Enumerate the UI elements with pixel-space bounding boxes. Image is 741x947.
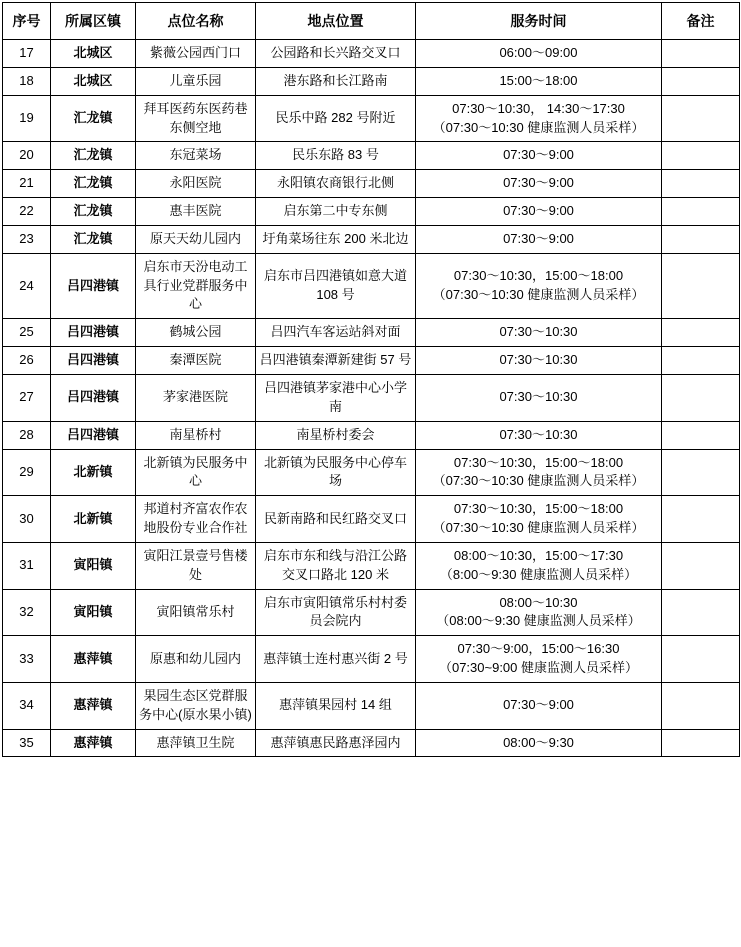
cell-town: 吕四港镇 <box>51 253 136 319</box>
cell-service-hours <box>416 682 662 729</box>
cell-remarks <box>662 729 740 757</box>
cell-remarks <box>662 142 740 170</box>
cell-index: 31 <box>3 542 51 589</box>
service-hours-line: 07:30～9:00 <box>503 697 574 713</box>
cell-location: 民新南路和民红路交叉口 <box>256 496 416 543</box>
table-row <box>3 225 740 253</box>
cell-index: 33 <box>3 636 51 683</box>
column-header-index: 序号 <box>3 3 51 40</box>
cell-service-hours <box>416 636 662 683</box>
table-row <box>3 729 740 757</box>
service-hours-line: 07:30～9:00，15:00～16:30 <box>457 641 620 657</box>
cell-remarks <box>662 95 740 142</box>
cell-town: 汇龙镇 <box>51 142 136 170</box>
cell-remarks <box>662 170 740 198</box>
cell-remarks <box>662 589 740 636</box>
cell-service-hours <box>416 729 662 757</box>
table-body <box>3 40 740 757</box>
cell-service-hours <box>416 347 662 375</box>
cell-location: 圩角菜场往东 200 米北边 <box>256 225 416 253</box>
service-hours-line: 15:00～18:00 <box>499 72 578 88</box>
cell-service-hours <box>416 449 662 496</box>
service-hours-line: （8:00～9:30 健康监测人员采样） <box>439 566 638 582</box>
cell-remarks <box>662 636 740 683</box>
cell-site-name: 惠萍镇卫生院 <box>136 729 256 757</box>
cell-index: 29 <box>3 449 51 496</box>
cell-service-hours <box>416 374 662 421</box>
cell-index: 32 <box>3 589 51 636</box>
service-hours-line: （07:30~9:00 健康监测人员采样） <box>438 660 639 676</box>
cell-site-name: 南星桥村 <box>136 421 256 449</box>
service-hours-line: 08:00～9:30 <box>503 734 574 750</box>
cell-index: 24 <box>3 253 51 319</box>
cell-remarks <box>662 496 740 543</box>
cell-town: 北城区 <box>51 40 136 68</box>
cell-remarks <box>662 449 740 496</box>
cell-remarks <box>662 253 740 319</box>
service-hours-line: 06:00～09:00 <box>499 45 578 60</box>
cell-site-name: 茅家港医院 <box>136 374 256 421</box>
cell-index: 34 <box>3 682 51 729</box>
cell-location: 惠萍镇惠民路惠泽园内 <box>256 729 416 757</box>
table-row <box>3 170 740 198</box>
table-row <box>3 40 740 68</box>
service-hours-line: 07:30～10:30，15:00～18:00 <box>453 501 624 517</box>
cell-remarks <box>662 319 740 347</box>
cell-town: 惠萍镇 <box>51 682 136 729</box>
table-row <box>3 319 740 347</box>
table-row <box>3 496 740 543</box>
service-hours-line: 07:30～10:30 <box>499 352 578 368</box>
service-hours-line: 07:30～9:00 <box>503 175 574 191</box>
table-row <box>3 253 740 319</box>
service-hours-line: （07:30～10:30 健康监测人员采样） <box>432 287 645 303</box>
table-row <box>3 95 740 142</box>
cell-location: 吕四港镇茅家港中心小学南 <box>256 374 416 421</box>
cell-remarks <box>662 225 740 253</box>
cell-service-hours <box>416 542 662 589</box>
cell-town: 汇龙镇 <box>51 95 136 142</box>
table-row <box>3 449 740 496</box>
cell-service-hours <box>416 421 662 449</box>
cell-site-name: 拜耳医药东医药巷东侧空地 <box>136 95 256 142</box>
service-hours-line: 07:30～10:30 <box>499 389 578 405</box>
table-row <box>3 542 740 589</box>
table-row <box>3 636 740 683</box>
cell-town: 寅阳镇 <box>51 542 136 589</box>
cell-site-name: 原天天幼儿园内 <box>136 225 256 253</box>
cell-town: 惠萍镇 <box>51 636 136 683</box>
cell-location: 港东路和长江路南 <box>256 67 416 95</box>
cell-site-name: 原惠和幼儿园内 <box>136 636 256 683</box>
cell-town: 汇龙镇 <box>51 198 136 226</box>
cell-remarks <box>662 198 740 226</box>
cell-index: 25 <box>3 319 51 347</box>
column-header-location: 地点位置 <box>256 3 416 40</box>
cell-service-hours <box>416 170 662 198</box>
cell-remarks <box>662 542 740 589</box>
cell-service-hours <box>416 40 662 68</box>
table-row <box>3 682 740 729</box>
cell-town: 北城区 <box>51 67 136 95</box>
cell-service-hours <box>416 225 662 253</box>
column-header-service-hours: 服务时间 <box>416 3 662 40</box>
column-header-site-name: 点位名称 <box>136 3 256 40</box>
cell-location: 吕四港镇秦潭新建街 57 号 <box>256 347 416 375</box>
cell-location: 惠萍镇果园村 14 组 <box>256 682 416 729</box>
service-hours-line: 07:30～9:00 <box>503 230 574 246</box>
cell-remarks <box>662 347 740 375</box>
cell-index: 21 <box>3 170 51 198</box>
column-header-town: 所属区镇 <box>51 3 136 40</box>
cell-service-hours <box>416 319 662 347</box>
cell-location: 民乐东路 83 号 <box>256 142 416 170</box>
service-hours-line: 08:00～10:30，15:00～17:30 <box>453 547 624 563</box>
cell-site-name: 启东市天汾电动工具行业党群服务中心 <box>136 253 256 319</box>
cell-index: 26 <box>3 347 51 375</box>
cell-town: 吕四港镇 <box>51 347 136 375</box>
cell-index: 19 <box>3 95 51 142</box>
table-row <box>3 67 740 95</box>
cell-site-name: 紫薇公园西门口 <box>136 40 256 68</box>
cell-location: 惠萍镇士连村惠兴街 2 号 <box>256 636 416 683</box>
cell-index: 17 <box>3 40 51 68</box>
cell-remarks <box>662 421 740 449</box>
document-page <box>0 2 741 947</box>
cell-service-hours <box>416 496 662 543</box>
cell-town: 惠萍镇 <box>51 729 136 757</box>
cell-location: 启东市东和线与沿江公路交叉口路北 120 米 <box>256 542 416 589</box>
cell-town: 吕四港镇 <box>51 374 136 421</box>
cell-location: 民乐中路 282 号附近 <box>256 95 416 142</box>
service-hours-line: 07:30～10:30，15:00～18:00 <box>453 268 624 284</box>
service-hours-line: （07:30～10:30 健康监测人员采样） <box>432 119 645 135</box>
cell-location: 启东第二中专东侧 <box>256 198 416 226</box>
cell-site-name: 儿童乐园 <box>136 67 256 95</box>
cell-town: 吕四港镇 <box>51 421 136 449</box>
cell-site-name: 秦潭医院 <box>136 347 256 375</box>
cell-location: 公园路和长兴路交叉口 <box>256 40 416 68</box>
cell-service-hours <box>416 142 662 170</box>
cell-site-name: 东冠菜场 <box>136 142 256 170</box>
table-row <box>3 421 740 449</box>
cell-index: 28 <box>3 421 51 449</box>
service-hours-line: （08:00～9:30 健康监测人员采样） <box>436 613 641 629</box>
table-row <box>3 142 740 170</box>
cell-site-name: 永阳医院 <box>136 170 256 198</box>
table-header-row <box>3 3 740 40</box>
service-hours-line: 08:00～10:30 <box>499 594 578 610</box>
cell-site-name: 惠丰医院 <box>136 198 256 226</box>
cell-service-hours <box>416 589 662 636</box>
service-hours-line: （07:30～10:30 健康监测人员采样） <box>432 473 645 489</box>
cell-town: 北新镇 <box>51 496 136 543</box>
cell-location: 南星桥村委会 <box>256 421 416 449</box>
cell-remarks <box>662 40 740 68</box>
service-hours-line: 07:30～10:30 <box>499 324 578 340</box>
cell-location: 北新镇为民服务中心停车场 <box>256 449 416 496</box>
cell-site-name: 邦道村齐富农作农地股份专业合作社 <box>136 496 256 543</box>
cell-service-hours <box>416 67 662 95</box>
cell-remarks <box>662 374 740 421</box>
cell-index: 22 <box>3 198 51 226</box>
table-row <box>3 198 740 226</box>
cell-remarks <box>662 67 740 95</box>
cell-index: 18 <box>3 67 51 95</box>
cell-service-hours <box>416 198 662 226</box>
table-row <box>3 374 740 421</box>
cell-location: 启东市寅阳镇常乐村村委员会院内 <box>256 589 416 636</box>
table-row <box>3 589 740 636</box>
cell-town: 寅阳镇 <box>51 589 136 636</box>
service-hours-line: 07:30～9:00 <box>503 147 574 163</box>
cell-index: 20 <box>3 142 51 170</box>
cell-remarks <box>662 682 740 729</box>
cell-town: 汇龙镇 <box>51 225 136 253</box>
table-row <box>3 347 740 375</box>
column-header-remarks: 备注 <box>662 3 740 40</box>
cell-index: 30 <box>3 496 51 543</box>
cell-site-name: 果园生态区党群服务中心(原水果小镇) <box>136 682 256 729</box>
cell-town: 吕四港镇 <box>51 319 136 347</box>
cell-service-hours <box>416 95 662 142</box>
cell-site-name: 寅阳镇常乐村 <box>136 589 256 636</box>
cell-site-name: 北新镇为民服务中心 <box>136 449 256 496</box>
service-hours-line: （07:30～10:30 健康监测人员采样） <box>432 520 645 536</box>
cell-service-hours <box>416 253 662 319</box>
cell-location: 启东市吕四港镇如意大道 108 号 <box>256 253 416 319</box>
cell-index: 23 <box>3 225 51 253</box>
service-hours-line: 07:30～10:30 <box>499 426 578 442</box>
cell-site-name: 寅阳江景壹号售楼处 <box>136 542 256 589</box>
service-hours-line: 07:30～10:30， 14:30～17:30 <box>452 100 625 116</box>
cell-location: 永阳镇农商银行北侧 <box>256 170 416 198</box>
table-header <box>3 3 740 40</box>
service-hours-line: 07:30～9:00 <box>503 203 574 219</box>
cell-town: 北新镇 <box>51 449 136 496</box>
service-hours-line: 07:30～10:30，15:00～18:00 <box>453 454 624 470</box>
testing-sites-table <box>2 2 740 757</box>
cell-location: 吕四汽车客运站斜对面 <box>256 319 416 347</box>
cell-site-name: 鹤城公园 <box>136 319 256 347</box>
cell-index: 27 <box>3 374 51 421</box>
cell-town: 汇龙镇 <box>51 170 136 198</box>
cell-index: 35 <box>3 729 51 757</box>
